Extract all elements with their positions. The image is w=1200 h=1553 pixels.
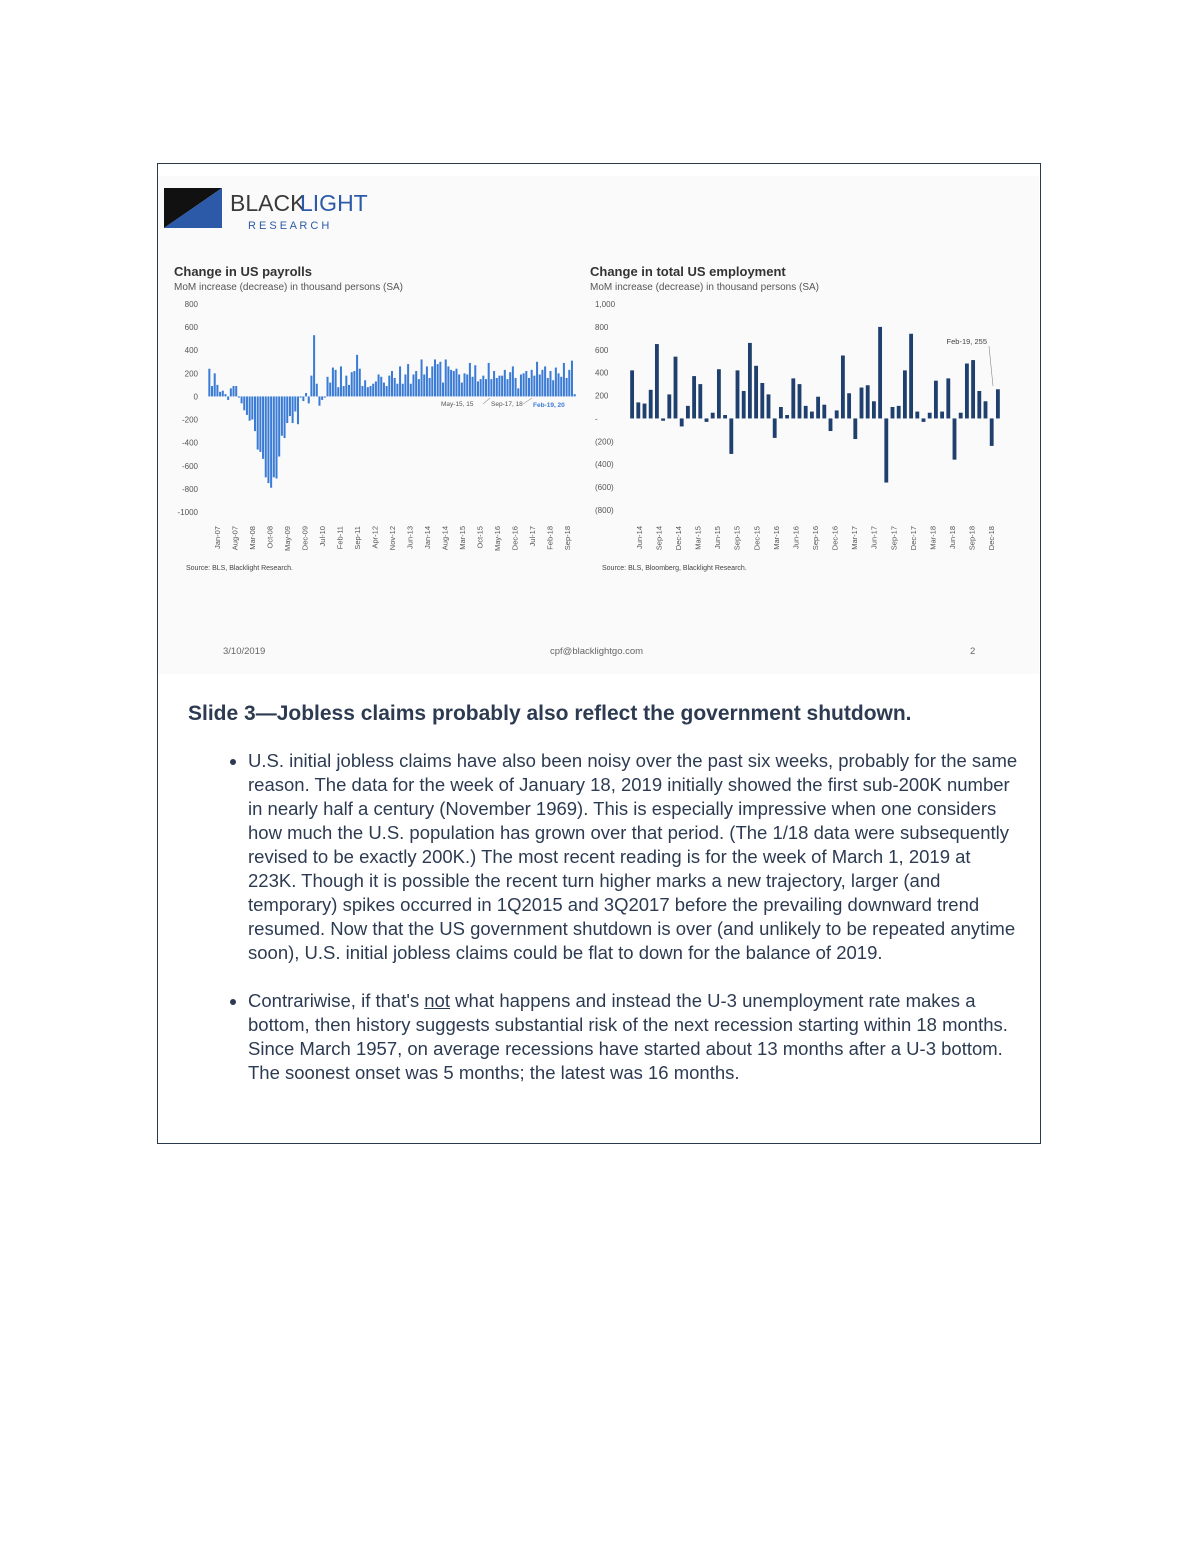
employment-bar (829, 418, 833, 431)
slide-email: cpf@blacklightgo.com (550, 646, 644, 657)
employment-bar (922, 418, 926, 421)
payrolls-bar (388, 376, 390, 397)
bullet-2-text-start: Contrariwise, if that's (248, 990, 425, 1011)
payrolls-x-tick-label: Oct-08 (265, 526, 275, 549)
payrolls-bar (555, 368, 557, 397)
payrolls-bar (224, 394, 226, 396)
employment-x-tick-label: Dec-17 (908, 526, 918, 551)
section-heading: Slide 3—Jobless claims probably also reflect the government shutdown. (188, 702, 912, 725)
payrolls-y-tick-label: 200 (184, 369, 198, 379)
employment-bar (996, 389, 1000, 418)
payrolls-bar (504, 370, 506, 397)
payrolls-bar (458, 374, 460, 396)
payrolls-bar (214, 373, 216, 396)
payrolls-bar (251, 396, 253, 419)
payrolls-bar (284, 396, 286, 438)
employment-bar (630, 370, 634, 418)
bullet-item-2 (248, 989, 1018, 1085)
payrolls-bar (241, 396, 243, 403)
employment-x-tick-label: Mar-15 (693, 526, 703, 550)
employment-x-tick-label: Sep-18 (967, 526, 977, 551)
payrolls-bar (472, 377, 474, 397)
payrolls-bar (222, 391, 224, 397)
employment-y-tick-label: 400 (595, 368, 609, 378)
employment-x-tick-label: Jun-17 (869, 526, 879, 549)
payrolls-bar (429, 378, 431, 396)
payrolls-bar (340, 366, 342, 396)
payrolls-x-tick-label: Feb-11 (335, 526, 345, 550)
payrolls-bar (246, 396, 248, 414)
payrolls-x-tick-label: Nov-12 (388, 526, 397, 551)
employment-bar (984, 401, 988, 418)
employment-y-tick-label: 1,000 (595, 300, 616, 309)
employment-bar (915, 412, 919, 419)
payrolls-chart (158, 294, 578, 564)
payrolls-bar (455, 369, 457, 397)
payrolls-bar (447, 366, 449, 396)
bullet-item-1: • U.S. initial jobless claims have also been noisy over the past six weeks, probably for the same reason. The data for the week of January 18, 2019 initially showed the first sub-200K number in nearly half a century (November 1969). This is especially impressive when one considers how much the U.S. population has grown over that period. (The 1/18 data were subsequently revised to be exactly 200K.) The most recent reading is for the week of March 1, 2019 at 223K. Though it is possible the recent turn higher marks a new trajectory, larger (and temporary) spikes occurred in 1Q2015 and 3Q2017 before the prevailing downward trend resumed. Now that the US government shutdown is over (and unlikely to be repeated anytime soon), U.S. initial jobless claims could be flat to down for the balance of 2019. (248, 749, 1018, 965)
left-chart-subtitle: MoM increase (decrease) in thousand persons (SA) (174, 282, 403, 293)
payrolls-bar (259, 396, 261, 451)
payrolls-bar (517, 388, 519, 396)
payrolls-bar (506, 379, 508, 396)
payrolls-bar (254, 396, 256, 431)
payrolls-x-tick-label: Jan-07 (212, 526, 222, 549)
payrolls-bar (437, 364, 439, 396)
payrolls-bar (485, 379, 487, 396)
payrolls-y-tick-label: -1000 (177, 508, 198, 517)
employment-bar (878, 327, 882, 419)
payrolls-bar (335, 370, 337, 397)
payrolls-y-tick-label: -200 (181, 415, 198, 425)
payrolls-bar (273, 396, 275, 477)
payrolls-bar (278, 396, 280, 456)
payrolls-bar (265, 396, 267, 477)
payrolls-bar (227, 396, 229, 399)
payrolls-bar (356, 355, 358, 397)
payrolls-y-tick-label: 400 (184, 346, 198, 356)
payrolls-bar (549, 371, 551, 396)
employment-bar (643, 404, 647, 419)
payrolls-bar (318, 396, 320, 405)
employment-bar (649, 390, 653, 419)
employment-bar (692, 376, 696, 418)
employment-bar (767, 394, 771, 418)
payrolls-bar (563, 363, 565, 397)
slide-page-number: 2 (970, 646, 976, 657)
payrolls-bar (329, 383, 331, 397)
employment-y-tick-label: 800 (595, 322, 609, 332)
payrolls-bar (568, 370, 570, 397)
payrolls-bar (410, 384, 412, 397)
bullet-list (188, 749, 1018, 1109)
employment-bar (940, 412, 944, 419)
employment-chart (573, 294, 1013, 564)
payrolls-x-tick-label: Sep-18 (563, 526, 573, 551)
employment-bar (822, 405, 826, 419)
employment-x-tick-label: Jun-18 (948, 526, 958, 549)
employment-x-tick-label: Dec-18 (987, 526, 997, 551)
employment-annotation-leader (989, 346, 993, 386)
employment-bar (959, 413, 963, 419)
payrolls-bar (445, 359, 447, 396)
payrolls-y-tick-label: -800 (181, 484, 198, 494)
payrolls-bar (262, 396, 264, 458)
payrolls-bar (533, 376, 535, 397)
payrolls-bar (238, 396, 240, 397)
payrolls-bar (469, 363, 471, 397)
bullet-2-text-end: what happens and instead the U-3 unemployment rate makes a bottom, then history suggests substantial risk of the next recession starting within 18 months. Since March 1957, on average recessions have started about 13 months after a U-3 bottom. The soonest onset was 5 months; the latest was 16 months. (248, 990, 1008, 1083)
page-frame (157, 163, 1041, 1144)
payrolls-bar (482, 376, 484, 397)
bullet-2-underlined-word: not (424, 990, 450, 1011)
payrolls-bar (364, 380, 366, 396)
payrolls-bar (442, 383, 444, 397)
payrolls-bar (490, 379, 492, 396)
employment-bar (729, 418, 733, 453)
employment-bar (723, 415, 727, 418)
employment-y-tick-label: (800) (595, 506, 614, 515)
payrolls-x-tick-label: Jan-14 (423, 526, 433, 549)
employment-bar (785, 415, 789, 418)
payrolls-bar (496, 378, 498, 396)
payrolls-bar (426, 366, 428, 396)
payrolls-bar (345, 376, 347, 397)
employment-bar (872, 401, 876, 418)
payrolls-bar (332, 368, 334, 397)
right-chart-subtitle: MoM increase (decrease) in thousand persons (SA) (590, 282, 819, 293)
employment-bar (810, 412, 814, 419)
employment-x-tick-label: Mar-16 (771, 526, 781, 550)
employment-bar (847, 393, 851, 418)
payrolls-bar (399, 366, 401, 396)
payrolls-bar (297, 396, 299, 424)
employment-annotation: Feb-19, 255 (946, 337, 987, 346)
payrolls-bar (270, 396, 272, 487)
employment-x-tick-label: Dec-14 (673, 526, 683, 551)
payrolls-bar (308, 396, 310, 403)
payrolls-bar (249, 396, 251, 420)
payrolls-bar (434, 359, 436, 396)
payrolls-bar (512, 366, 514, 396)
employment-x-tick-label: Sep-17 (889, 526, 899, 551)
employment-x-tick-label: Sep-14 (654, 526, 664, 551)
employment-y-tick-label: (200) (595, 437, 614, 447)
payrolls-bar (233, 386, 235, 396)
payrolls-bar (275, 396, 277, 478)
payrolls-x-tick-label: Aug-07 (230, 526, 240, 551)
employment-bar (655, 344, 659, 418)
payrolls-bar (421, 359, 423, 396)
payrolls-x-tick-label: Mar-08 (247, 526, 257, 550)
payrolls-bar (348, 385, 350, 397)
payrolls-bar (515, 378, 517, 396)
payrolls-bar (375, 381, 377, 396)
payrolls-bar (294, 396, 296, 411)
payrolls-bar (267, 396, 269, 483)
payrolls-bar (316, 384, 318, 397)
payrolls-x-tick-label: Dec-16 (510, 526, 520, 551)
employment-bar (798, 384, 802, 418)
payrolls-bar (235, 386, 237, 396)
payrolls-bar (378, 374, 380, 396)
payrolls-bar (372, 384, 374, 397)
employment-bar (804, 406, 808, 419)
payrolls-bar (321, 396, 323, 399)
right-chart-title: Change in total US employment (590, 264, 786, 279)
payrolls-bar (520, 374, 522, 396)
employment-y-tick-label: (600) (595, 483, 614, 493)
payrolls-bar (305, 393, 307, 396)
employment-bar (698, 384, 702, 418)
right-chart-source: Source: BLS, Bloomberg, Blacklight Research. (602, 565, 747, 572)
slide-date: 3/10/2019 (223, 646, 266, 657)
payrolls-y-tick-label: 800 (184, 300, 198, 309)
employment-bar (965, 364, 969, 419)
payrolls-x-tick-label: May-09 (282, 526, 292, 552)
blacklight-logo (164, 182, 384, 239)
employment-bar (816, 397, 820, 419)
payrolls-bar (544, 366, 546, 396)
payrolls-annotation: Feb-19, 20 (533, 402, 565, 409)
employment-bar (736, 370, 740, 418)
payrolls-x-tick-label: Apr-12 (370, 526, 380, 549)
employment-bar (674, 357, 678, 419)
employment-bar (990, 418, 994, 445)
payrolls-bar (367, 387, 369, 396)
payrolls-bar (464, 373, 466, 396)
employment-bar (971, 360, 975, 418)
payrolls-x-tick-label: Dec-09 (300, 526, 310, 551)
employment-bar (866, 385, 870, 418)
payrolls-annotation: May-15, 15 (441, 401, 474, 408)
employment-x-tick-label: Jun-16 (791, 526, 801, 549)
payrolls-bar (300, 396, 302, 397)
employment-bar (860, 388, 864, 419)
payrolls-bar (208, 369, 210, 397)
employment-x-tick-label: Mar-17 (850, 526, 860, 550)
payrolls-bar (386, 386, 388, 396)
payrolls-bar (539, 374, 541, 396)
employment-x-tick-label: Sep-16 (811, 526, 820, 551)
employment-bar (680, 418, 684, 426)
employment-x-tick-label: Dec-15 (752, 526, 762, 551)
employment-bar (953, 418, 957, 459)
payrolls-bar (541, 370, 543, 397)
payrolls-bar (396, 384, 398, 397)
employment-x-tick-label: Dec-16 (830, 526, 840, 551)
payrolls-bar (383, 383, 385, 397)
payrolls-bar (337, 387, 339, 396)
payrolls-annotation: Sep-17, 18 (491, 401, 523, 408)
employment-bar (661, 418, 665, 420)
payrolls-bar (461, 383, 463, 397)
payrolls-bar (407, 364, 409, 396)
employment-bar (928, 413, 932, 419)
payrolls-bar (219, 392, 221, 397)
payrolls-bar (501, 376, 503, 397)
slide-image (158, 176, 1039, 674)
payrolls-bar (439, 362, 441, 397)
payrolls-bar (552, 380, 554, 396)
payrolls-bar (327, 377, 329, 397)
payrolls-bar (558, 373, 560, 396)
employment-bar (897, 406, 901, 419)
employment-bar (977, 391, 981, 418)
payrolls-bar (286, 396, 288, 423)
employment-x-tick-label: Jun-15 (713, 526, 723, 549)
employment-bar (946, 378, 950, 418)
employment-bar (835, 410, 839, 418)
payrolls-bar (391, 371, 393, 396)
payrolls-bar (243, 396, 245, 410)
payrolls-bar (361, 386, 363, 396)
employment-bar (686, 406, 690, 419)
payrolls-bar (292, 396, 294, 423)
payrolls-bar (493, 371, 495, 396)
payrolls-bar (528, 378, 530, 396)
employment-bar (636, 402, 640, 418)
left-chart-source: Source: BLS, Blacklight Research. (186, 565, 293, 572)
payrolls-bar (343, 386, 345, 396)
employment-x-tick-label: Jun-14 (634, 526, 644, 549)
payrolls-bar (353, 371, 355, 396)
employment-bar (853, 418, 857, 439)
employment-bar (891, 407, 895, 418)
payrolls-bar (477, 381, 479, 396)
payrolls-bar (525, 371, 527, 396)
payrolls-bar (536, 362, 538, 397)
payrolls-bar (523, 373, 525, 396)
employment-y-tick-label: - (595, 414, 598, 424)
left-chart-title: Change in US payrolls (174, 264, 312, 279)
payrolls-bar (324, 396, 326, 397)
employment-bar (779, 407, 783, 418)
payrolls-bar (310, 376, 312, 397)
employment-y-tick-label: 600 (595, 345, 609, 355)
payrolls-x-tick-label: Feb-18 (545, 526, 555, 550)
payrolls-bar (313, 335, 315, 396)
payrolls-x-tick-label: Sep-11 (352, 526, 362, 550)
logo-name-black: BLACK (230, 190, 306, 216)
payrolls-bar (474, 365, 476, 396)
employment-bar (754, 366, 758, 419)
payrolls-bar (547, 378, 549, 396)
employment-bar (742, 391, 746, 418)
payrolls-bar (488, 363, 490, 397)
payrolls-annotation-leader (483, 398, 490, 404)
payrolls-bar (380, 377, 382, 397)
employment-x-tick-label: Sep-15 (732, 526, 742, 551)
payrolls-bar (404, 374, 406, 396)
payrolls-y-tick-label: 0 (193, 392, 198, 402)
payrolls-y-tick-label: -400 (181, 438, 198, 448)
employment-x-tick-label: Mar-18 (928, 526, 938, 550)
employment-bar (841, 356, 845, 419)
payrolls-x-tick-label: Oct-15 (475, 526, 485, 549)
payrolls-bar (351, 372, 353, 396)
payrolls-bar (370, 386, 372, 396)
payrolls-bar (394, 378, 396, 396)
payrolls-bar (509, 372, 511, 396)
payrolls-bar (531, 370, 533, 397)
payrolls-x-tick-label: Aug-14 (440, 526, 450, 551)
employment-bar (711, 413, 715, 419)
payrolls-bar (566, 378, 568, 396)
payrolls-bar (281, 396, 283, 435)
employment-bar (934, 381, 938, 419)
payrolls-bar (418, 379, 420, 396)
payrolls-bar (423, 374, 425, 396)
logo-tagline: R E S E A R C H (248, 220, 330, 232)
payrolls-bar (453, 371, 455, 396)
employment-bar (791, 378, 795, 418)
employment-bar (667, 394, 671, 418)
payrolls-bar (431, 366, 433, 396)
payrolls-x-tick-label: May-16 (493, 526, 503, 552)
payrolls-x-tick-label: Jul-10 (317, 526, 327, 547)
payrolls-bar (415, 371, 417, 396)
payrolls-bar (257, 396, 259, 449)
employment-bar (909, 334, 913, 419)
payrolls-bar (560, 377, 562, 397)
logo-name-light: LIGHT (300, 190, 368, 216)
payrolls-bar (402, 384, 404, 397)
payrolls-bar (412, 374, 414, 396)
payrolls-y-tick-label: -600 (181, 461, 198, 471)
employment-bar (884, 418, 888, 482)
payrolls-x-tick-label: Jul-17 (528, 526, 538, 547)
payrolls-bar (498, 376, 500, 397)
payrolls-annotation-leader (523, 398, 532, 404)
payrolls-bar (289, 396, 291, 416)
payrolls-y-tick-label: 600 (184, 323, 198, 333)
payrolls-bar (359, 369, 361, 397)
employment-bar (705, 418, 709, 421)
employment-bar (748, 343, 752, 419)
payrolls-bar (450, 370, 452, 397)
payrolls-x-tick-label: Mar-15 (458, 526, 468, 550)
payrolls-bar (480, 379, 482, 396)
payrolls-bar (302, 396, 304, 401)
payrolls-bar (211, 386, 213, 396)
employment-bar (903, 370, 907, 418)
employment-bar (760, 383, 764, 418)
employment-bar (773, 418, 777, 437)
employment-y-tick-label: 200 (595, 391, 609, 401)
payrolls-bar (230, 388, 232, 396)
payrolls-bar (466, 374, 468, 396)
employment-bar (717, 369, 721, 418)
payrolls-bar (216, 385, 218, 397)
payrolls-x-tick-label: Jun-13 (405, 526, 415, 549)
employment-y-tick-label: (400) (595, 460, 614, 470)
